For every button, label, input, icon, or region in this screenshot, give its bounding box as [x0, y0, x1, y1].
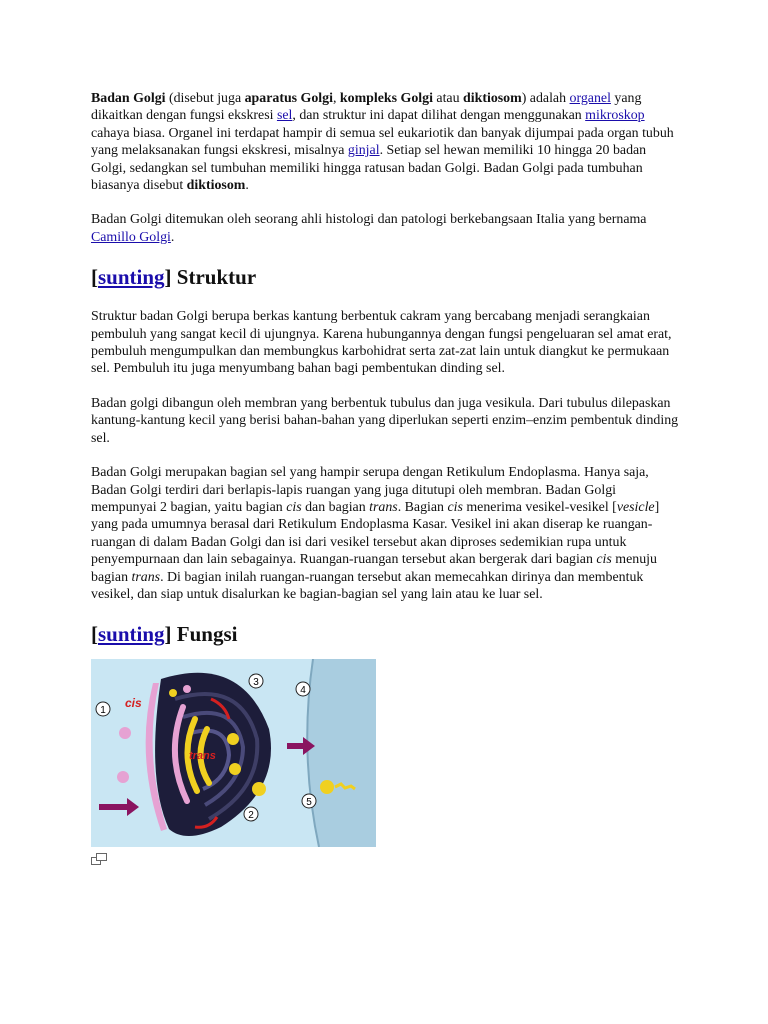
label-cis: cis [125, 696, 142, 711]
text: dan bagian [301, 499, 370, 515]
term-vesicle: vesicle [616, 499, 655, 515]
article [91, 90, 681, 865]
text: . [245, 178, 249, 194]
bracket: ] [164, 622, 177, 647]
bracket: [ [91, 265, 98, 290]
edit-link-fungsi[interactable]: sunting [98, 622, 165, 647]
term-aparatus-golgi: aparatus Golgi [244, 91, 333, 106]
text: Badan Golgi merupakan bagian sel yang hampir serupa dengan Retikulum Endoplasma. Hanya saja, Badan Golgi terdiri dari berlapis-lapis ruangan yang juga ditutupi oleh membran. Badan Golgi mempunyai 2 bagian, yaitu bagian [91, 465, 649, 515]
paragraph-intro [91, 90, 681, 194]
text: . Di bagian inilah ruangan-ruangan tersebut akan memecahkan dirinya dan membentuk vesikel, dan siap untuk disalurkan ke bagian-bagian sel yang lain atau ke luar sel. [91, 569, 644, 602]
text: ) adalah [521, 91, 570, 106]
term-kompleks-golgi: kompleks Golgi [339, 91, 433, 106]
heading-title: Struktur [176, 265, 257, 290]
link-camillo-golgi[interactable]: Camillo Golgi [91, 229, 171, 245]
callout-4-label: 4 [300, 685, 306, 697]
link-organel[interactable]: organel [569, 91, 611, 106]
enlarge-icon[interactable] [91, 853, 107, 865]
callout-1-label: 1 [100, 705, 106, 717]
vesicle [229, 763, 241, 775]
term-diktiosom: diktiosom [463, 91, 522, 106]
bracket: [ [91, 622, 98, 647]
text: ] yang pada umumnya berasal dari Retikulum Endoplasma Kasar. Vesikel ini akan diserap ke ruangan-ruangan di dalam Badan Golgi dan isi dari vesikel tersebut akan diproses sedemikian rupa untuk penyempurnaan dan lain sebagainya. Ruangan-ruangan tersebut akan bergerak dari bagian [91, 499, 660, 568]
text: cahaya biasa. Organel ini terdapat hampir di semua sel eukariotik dan banyak dijumpai pada organ tubuh yang melaksanakan fungsi ekskresi, misalnya [91, 125, 674, 159]
link-mikroskop[interactable]: mikroskop [585, 108, 645, 124]
link-sel[interactable]: sel [276, 108, 293, 124]
vesicle [183, 685, 191, 693]
label-trans: trans [189, 750, 216, 763]
text: (disebut juga [165, 91, 245, 106]
heading-struktur [91, 263, 681, 291]
term-diktiosom-2: diktiosom [186, 178, 246, 194]
edit-link-struktur[interactable]: sunting [98, 265, 165, 290]
term-badan-golgi: Badan Golgi [91, 91, 166, 106]
vesicle [117, 771, 129, 783]
text: . Bagian [397, 499, 448, 515]
text: , dan struktur ini dapat dilihat dengan menggunakan [292, 108, 586, 124]
vesicle [227, 733, 239, 745]
callout-5-label: 5 [306, 797, 312, 809]
heading-fungsi [91, 620, 681, 648]
term-cis: cis [596, 552, 612, 568]
text: . [170, 229, 175, 245]
text: yang dikaitkan dengan fungsi ekskresi [91, 91, 642, 124]
callout-2-label: 2 [248, 810, 254, 822]
vesicle [169, 689, 177, 697]
heading-title: Fungsi [176, 622, 238, 647]
term-cis: cis [286, 499, 302, 515]
term-trans: trans [369, 499, 398, 515]
callout-3-label: 3 [253, 677, 259, 689]
text: , [332, 91, 340, 106]
term-cis: cis [447, 499, 463, 515]
paragraph-struktur-2: Badan golgi dibangun oleh membran yang berbentuk tubulus dan juga vesikula. Dari tubulus dilepaskan kantung-kantung kecil yang berisi bahan-bahan yang diperlukan seperti enzim–enzim pembentuk dinding sel. [91, 395, 679, 446]
text: atau [432, 91, 464, 106]
link-ginjal[interactable]: ginjal [347, 143, 380, 159]
golgi-figure[interactable] [91, 659, 376, 847]
text: menerima vesikel-vesikel [ [462, 499, 617, 515]
text: . Setiap sel hewan memiliki 10 hingga 20 badan Golgi, sedangkan sel tumbuhan memiliki hingga ratusan badan Golgi. Badan Golgi pada tumbuhan biasanya disebut [91, 143, 647, 194]
vesicle [320, 780, 334, 794]
paragraph-struktur-1: Struktur badan Golgi berupa berkas kantung berbentuk cakram yang bercabang menjadi serangkaian pembuluh yang sangat kecil di ujungnya. Karena hubungannya dengan fungsi pengeluaran sel amat erat, pembuluh mengumpulkan dan membungkus karbohidrat serta zat-zat lain untuk diangkut ke permukaan sel. Pembuluh itu juga menyumbang bahan bagi pembentukan dinding sel. [91, 309, 672, 377]
paragraph-struktur-3 [91, 464, 681, 603]
vesicle [119, 727, 131, 739]
cell-membrane-shade [307, 659, 376, 847]
vesicle [252, 782, 266, 796]
term-trans: trans [131, 569, 161, 585]
paragraph-discovery [91, 211, 681, 246]
text: menuju bagian [91, 552, 657, 585]
bracket: ] [164, 265, 177, 290]
text: Badan Golgi ditemukan oleh seorang ahli histologi dan patologi berkebangsaan Italia yang bernama [91, 212, 647, 228]
